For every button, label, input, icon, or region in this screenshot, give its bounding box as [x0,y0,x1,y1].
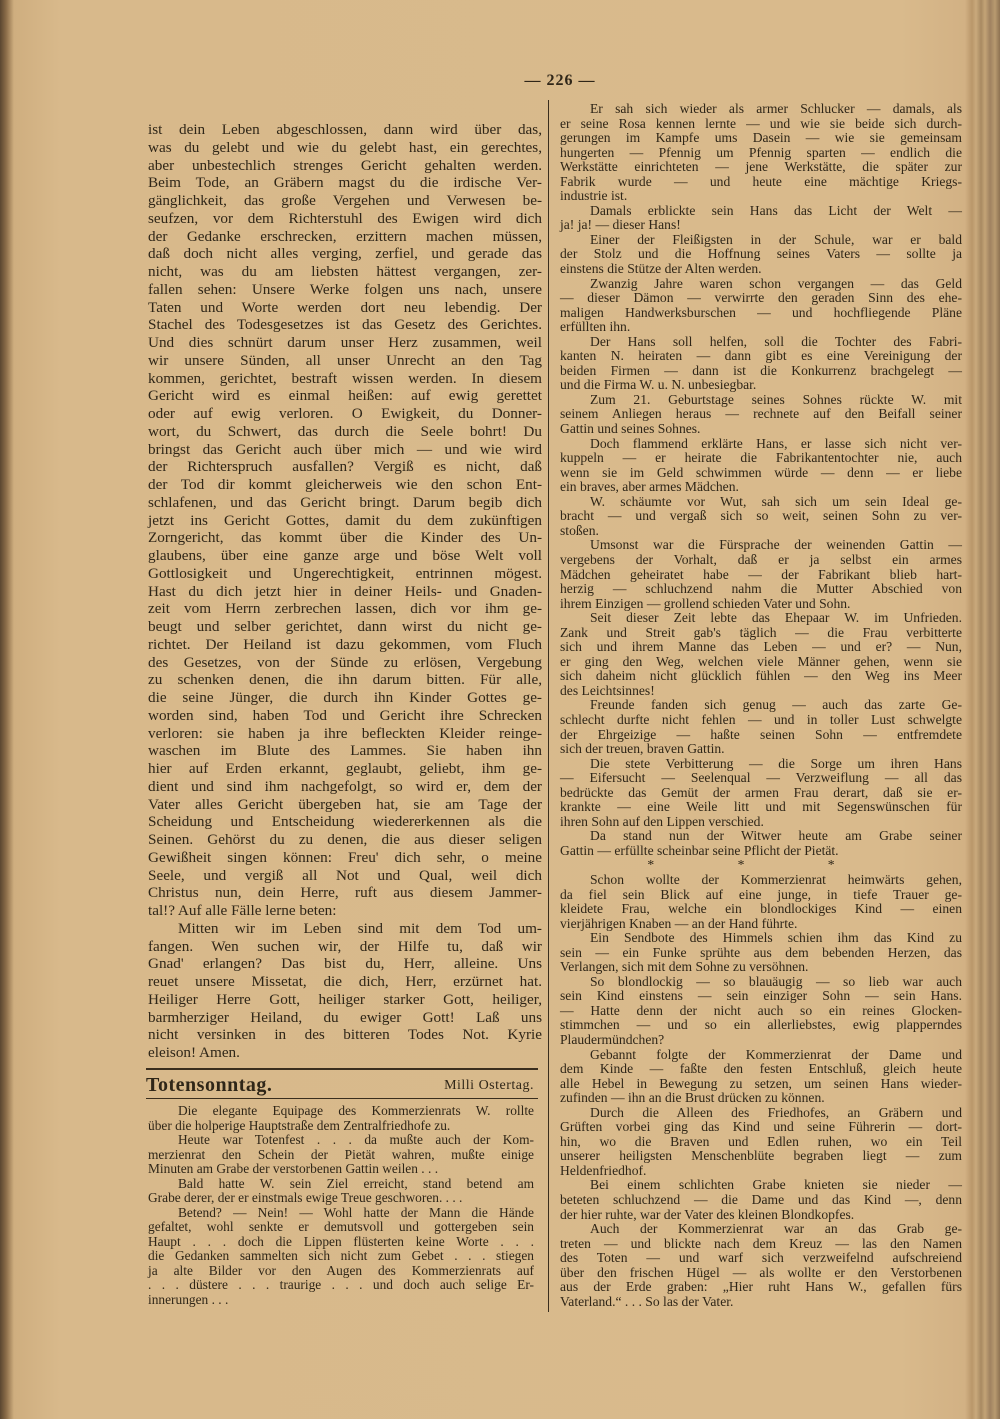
paragraph [148,1206,534,1308]
text-line: Seele, und vergiß all Not und Qual, weil dich [148,866,542,884]
paragraph [560,335,962,393]
text-line: stimmchen — und so ein allerliebstes, ewig plapperndes [560,1017,962,1033]
text-line: einstens die Stütze der Alten werden. [560,261,762,277]
paragraph [560,1106,962,1179]
text-line: Grabe derer, der er einstmals ewige Treue geschworen. . . . [148,1190,463,1205]
text-line: über die holperige Hauptstraße dem Zentralfriedhofe zu. [148,1117,451,1133]
paragraph [560,1178,962,1222]
text-line: reuet unsere Missetat, die dich, Herr, erzürnet hat. [148,973,542,990]
paragraph [560,1048,962,1106]
text-line: stoßen. [560,522,599,538]
text-line: krankte — eine Weile litt und mit Segenswünschen für [560,799,962,815]
text-line: da fiel sein Blick auf eine junge, in tiefe Trauer ge- [560,886,962,902]
text-line: gerungen im Kampfe ums Dasein — wie sie gemeinsam [560,130,962,146]
text-line: verloren: sie haben ja ihre befleckten Kleider reinge- [148,724,542,742]
paragraph [560,698,962,756]
paragraph [148,920,542,1062]
text-line: zu schenken denen, die ihn darum bitten. Für alle, [148,671,542,689]
text-line: Umsonst war die Fürsprache der weinenden Gattin — [590,537,962,553]
text-line: des Toten — und warf sich verzweifelnd aufschreiend [560,1250,962,1266]
text-line: Stachel des Todesgesetzes ist das Gesetz des Gerichtes. [148,316,542,334]
article-body [148,1104,534,1307]
text-line: sich der treuen, braven Gattin. [560,741,725,757]
text-line: merzienrat den Schein der Pietät wahren, mußte einige [148,1146,534,1162]
text-line: eleison! Amen. [148,1044,240,1061]
text-line: Gottlosigkeit und Ungerechtigkeit, entrinnen mögest. [148,564,542,582]
text-line: richtet. Der Heiland ist dazu gekommen, vom Fluch [148,635,542,653]
text-line: bracht — und vergaß sich so weit, seinen Sohn zu ver- [560,508,962,524]
text-line: Einer der Fleißigsten in der Schule, war er bald [590,231,962,247]
paragraph [560,233,962,277]
text-line: erfüllten ihn. [560,319,631,335]
text-line: tal!? Auf alle Fälle lerne beten: [148,902,337,919]
text-line: Die elegante Equipage des Kommerzienrats W. rollte [178,1103,534,1118]
text-line: * * * [647,857,875,873]
text-line: Doch flammend erklärte Hans, er lasse sich nicht ver- [590,435,962,451]
column-divider [548,100,549,1312]
text-line: industrie ist. [560,188,628,204]
paragraph [560,102,962,204]
text-line: bringst das Gericht auch über mich — und wie wird [148,440,542,458]
paragraph [148,1104,534,1133]
text-line: Minuten am Grabe der verstorbenen Gattin weilen . . . [148,1161,439,1176]
text-line: herzig — schluchzend nahm die Mutter Abschied von [560,581,962,597]
paragraph [560,873,962,931]
paragraph [560,204,962,233]
text-line: Gebannt folgte der Kommerzienrat der Dame und [590,1046,962,1062]
text-line: gänglichkeit, das große Vergehen und Verwesen be- [148,192,542,209]
text-line: barmherziger Heiland, du ewiger Gott! Laß uns [148,1008,542,1026]
text-line: schlecht durfte nicht fehlen — und in toller Lust schwelgte [560,711,962,727]
text-line: Bei einem schlichten Grabe knieten sie nieder — [590,1177,962,1193]
text-line: hier auf Erden erkannt, geglaubt, geliebt, ihm ge- [148,760,542,777]
text-line: unserer heiligsten Menschenblüte begraben liegt — zum [560,1148,962,1164]
text-line: des Gesetzes, von der Sünde zu erlösen, Vergebung [148,653,542,671]
text-line: er seine Rosa kennen lernte — und wie sie beide sich durch- [560,115,962,131]
text-line: Heiliger Herre Gott, heiliger starker Gott, heiliger, [148,990,542,1008]
text-line: Gattin — erfüllte scheinbar seine Pflicht der Pietät. [560,842,839,858]
text-line: ja alte Bilder vor den Augen des Kommerzienrats auf [148,1262,534,1278]
text-line: aber unbestechlich strenges Gericht gehalten werden. [148,156,542,174]
text-line: nicht, was du am liebsten hättest vergangen, zer- [148,263,542,280]
article-rule-bottom [146,1098,538,1099]
text-line: des Leichtsinnes! [560,682,655,698]
text-line: innerungen . . . [148,1291,229,1307]
text-line: kommen, gerichtet, bestraft wissen werden. In diesem [148,369,542,387]
text-line: wir unsere Sünden, all unser Unrecht an den Tag [148,351,542,369]
text-line: fallen sehen: Unsere Werke folgen uns nach, unsere [148,280,542,298]
text-line: ein braves, aber armes Mädchen. [560,479,739,495]
text-line: ihrem Einzigen — grollend schieden Vater und Sohn. [560,595,851,611]
text-line: dem Kinde — faßte den festen Entschluß, gleich heute [560,1061,962,1077]
text-line: Zorngericht, das kommt über die Kinder des Un- [148,529,542,547]
text-line: . . . düstere . . . traurige . . . und doch auch selige Er- [148,1277,534,1292]
text-line: Mitten wir im Leben sind mit dem Tod um- [178,919,542,937]
paragraph [560,277,962,335]
text-line: Grüften vorbei ging das Kind und seine Führerin — dort- [560,1119,962,1135]
text-line: Zum 21. Geburtstage seines Sohnes rückte W. mit [590,391,962,407]
article-author: Milli Ostertag. [444,1078,534,1093]
right-column [560,102,962,1309]
text-line: wort, du Schwert, das durch die Seele bohrt! Du [148,422,542,440]
text-line: ja! ja! — dieser Hans! [560,217,681,233]
text-line: Werkstätte einrichteten — jene Werkstätte, die später zur [560,159,962,175]
text-line: oder auf ewig verloren. O Ewigkeit, du Donner- [148,405,542,422]
text-line: alle Hebel in Bewegung zu setzen, um seinen Hans wieder- [560,1075,962,1091]
text-line: Beim Tode, an Gräbern magst du die irdische Ver- [148,174,542,192]
text-line: Heldenfriedhof. [560,1162,647,1178]
text-line: und die Firma W. u. N. unbesiegbar. [560,377,757,393]
text-line: der Tod dir kommt gleicherweis wie den schon Ent- [148,476,542,493]
text-line: — Hatte denn der nicht auch so ein reines Glocken- [560,1002,962,1018]
text-line: Gewißheit singen können: Freu' dich sehr, o meine [148,848,542,866]
text-line: maligen Handwerksburschen — und hochfliegende Pläne [560,304,962,320]
text-line: wenn sie im Geld schwimmen würde — denn — er liebe [560,464,962,480]
text-line: die seine Jünger, die durch ihn Kinder Gottes ge- [148,689,542,706]
text-line: beiden Firmen — dann ist die Konkurrenz brachgelegt — [560,362,962,378]
text-line: Durch die Alleen des Friedhofes, an Gräbern und [590,1104,962,1120]
paragraph [148,1133,534,1177]
text-line: Schon wollte der Kommerzienrat heimwärts gehen, [590,871,962,887]
text-line: Die stete Verbitterung — die Sorge um ihren Hans [590,755,962,771]
text-line: er ging den Weg, welchen viele Männer gehen, wenn sie [560,653,962,669]
paragraph [560,495,962,539]
text-line: Scheidung und Entscheidung wiedererkennen als die [148,813,542,831]
text-line: vergebens der Vorhalt, daß er ja selbst ein armes [560,551,962,567]
text-line: nicht versinken in des bitteren Todes Not. Kyrie [148,1026,542,1044]
article-rule-top [146,1068,538,1070]
text-line: kuppeln — er heirate die Fabrikantentochter nie, auch [560,450,962,466]
text-line: Und dies schnürt darum unser Herz zusammen, weil [148,334,542,351]
text-line: daß doch nicht alles verging, zerfiel, und gerade das [148,245,542,263]
paragraph [148,121,542,920]
text-line: ihren Sohn auf den Lippen verschied. [560,813,764,829]
text-line: bedrückte das Gemüt der armen Frau derart, daß sie er- [560,784,962,800]
text-line: aus der Erde graben: „Hier ruht Hans W., gefallen fürs [560,1279,962,1295]
text-line: schlafenen, und das Gericht bringt. Darum begib dich [148,493,542,511]
left-column [148,121,542,1062]
text-line: Gnad' erlangen? Das bist du, Herr, alleine. Uns [148,955,542,973]
text-line: Seinen. Gehörst du zu denen, die aus dieser seligen [148,831,542,848]
text-line: Er sah sich wieder als armer Schlucker — damals, als [590,101,962,116]
text-line: die Gedanken sammelten sich nicht zum Gebet . . . stiegen [148,1248,534,1263]
text-line: Seit dieser Zeit lebte das Ehepaar W. im Unfrieden. [590,610,962,626]
text-line: sein Kind einstens — sein einziger Sohn — sein Hans. [560,988,962,1004]
text-line: zufinden — ihn an die Brust drücken zu können. [560,1090,825,1106]
text-line: sich daheim nicht glücklich fühlen — den Weg ins Meer [560,668,962,684]
text-line: treten — und blickte nach dem Kreuz — las den Namen [560,1235,962,1251]
paragraph [560,437,962,495]
text-line: Zwanzig Jahre waren schon vergangen — das Geld [590,275,962,291]
text-line: sich und ihrem Manne das Leben — und er? — Nun, [560,639,962,655]
text-line: Betend? — Nein! — Wohl hatte der Mann die Hände [178,1204,534,1220]
text-line: jetzt ins Gericht Gottes, damit du dem zukünftigen [148,511,542,529]
article-title: Totensonntag. [146,1074,273,1096]
text-line: der Richterspruch ausfallen? Vergiß es nicht, daß [148,458,542,476]
text-line: Taten und Worte werden dort neu lebendig. Der [148,298,542,316]
text-line: W. schäumte vor Wut, sah sich um sein Ideal ge- [590,493,962,509]
text-line: ist dein Leben abgeschlossen, dann wird über das, [148,121,542,138]
text-line: Zank und Streit gab's täglich — die Frau verbitterte [560,624,962,640]
text-line: was du gelebt und wie du gelebt hast, ein gerechtes, [148,138,542,156]
text-line: Da stand nun der Witwer heute am Grabe seiner [590,828,962,844]
text-line: Freunde fanden sich genug — auch das zarte Ge- [590,697,962,713]
text-line: Haupt . . . doch die Lippen flüsterten keine Worte . . . [148,1233,534,1249]
text-line: Vaterland.“ . . . So las der Vater. [560,1293,734,1309]
text-line: Mädchen geheiratet habe — der Fabrikant blieb hart- [560,566,962,582]
text-line: waschen im Blute des Lammes. Sie haben ihn [148,742,542,760]
page-number: — 226 — [524,72,596,89]
text-line: hin, wo die Braven und Edlen ruhen, wo ein Teil [560,1133,962,1149]
paragraph [560,931,962,975]
text-line: seinem Anliegen heraus — rechnete auf den Beifall seiner [560,406,962,422]
text-line: glaubens, über eine ganze arge und böse Welt voll [148,547,542,564]
text-line: der hier ruhte, war der Vater des kleinen Blondkopfes. [560,1206,855,1222]
text-line: Vater alles Gericht übergeben hat, sie am Tage der [148,795,542,813]
text-line: Christus nun, dein Herre, ruft aus diesem Jammer- [148,884,542,902]
text-line: Ein Sendbote des Himmels schien ihm das Kind zu [590,930,962,946]
text-line: gefaltet, wohl senkte er demutsvoll und gottergeben sein [148,1219,534,1234]
text-line: Verlangen, sich mit dem Sohne zu versöhnen. [560,959,809,975]
section-separator [560,858,962,873]
text-line: So blondlockig — so blauäugig — so lieb war auch [590,973,962,989]
text-line: kleidete Frau, welche ein blondlockiges Kind — einen [560,901,962,917]
text-line: der Stolz und die Hoffnung seines Vaters — sollte ja [560,246,962,262]
paragraph [560,829,962,858]
text-line: Fabrik wurde — und heute eine mächtige Kriegs- [560,173,962,189]
paragraph [560,975,962,1048]
text-line: Auch der Kommerzienrat war an das Grab ge- [590,1221,962,1237]
text-line: — dieser Dämon — verwirrte den geraden Sinn des ehe- [560,290,962,306]
text-line: Damals erblickte sein Hans das Licht der Welt — [590,202,962,218]
text-line: beteten schluchzend — die Dame und das Kind —, denn [560,1192,962,1208]
paragraph [560,1222,962,1309]
text-line: dient und sind ihm nachgefolgt, so wird er, dem der [148,777,542,795]
text-line: beugt und selber gerichtet, dann wirst du nicht ge- [148,618,542,635]
text-line: der Gedanke erschrecken, erzittern machen müssen, [148,227,542,245]
paragraph [148,1177,534,1206]
text-line: vierjährigen Knaben — an der Hand führte. [560,915,798,931]
paragraph [560,393,962,437]
text-line: der Ehrgeizige — haßte seinen Sohn — entfremdete [560,726,962,742]
text-line: zeit vom Herrn zerbrechen lassen, dich vor ihm ge- [148,600,542,618]
paragraph [560,757,962,830]
text-line: sein — ein Funke sprühte aus dem bebenden Herzen, das [560,944,962,960]
text-line: Plaudermündchen? [560,1032,665,1047]
paragraph [560,611,962,698]
text-line: worden sind, haben Tod und Gericht ihre Schrecken [148,706,542,724]
text-line: Gericht wird es einmal heißen: auf ewig gerettet [148,387,542,405]
text-line: — Eifersucht — Seelenqual — Verzweiflung — all das [560,770,962,786]
text-line: Bald hatte W. sein Ziel erreicht, stand betend am [178,1175,534,1191]
text-line: Hast du dich jetzt hier in deiner Heils- und Gnaden- [148,582,542,600]
text-line: hungerten — Pfennig um Pfennig sparten — endlich die [560,144,962,160]
paragraph [560,538,962,611]
text-line: kanten N. heiraten — dann gibt es eine Vereinigung der [560,348,962,364]
text-line: Gattin und seines Sohnes. [560,421,701,437]
text-line: über den frischen Hügel — als wollte er den Verstorbenen [560,1264,962,1280]
text-line: Heute war Totenfest . . . da mußte auch der Kom- [178,1132,534,1147]
text-line: seufzen, vor dem Richterstuhl des Ewigen wird dich [148,209,542,227]
text-line: fangen. Wen suchen wir, der Hilfe tu, daß wir [148,937,542,955]
text-line: Der Hans soll helfen, soll die Tochter des Fabri- [590,333,962,349]
